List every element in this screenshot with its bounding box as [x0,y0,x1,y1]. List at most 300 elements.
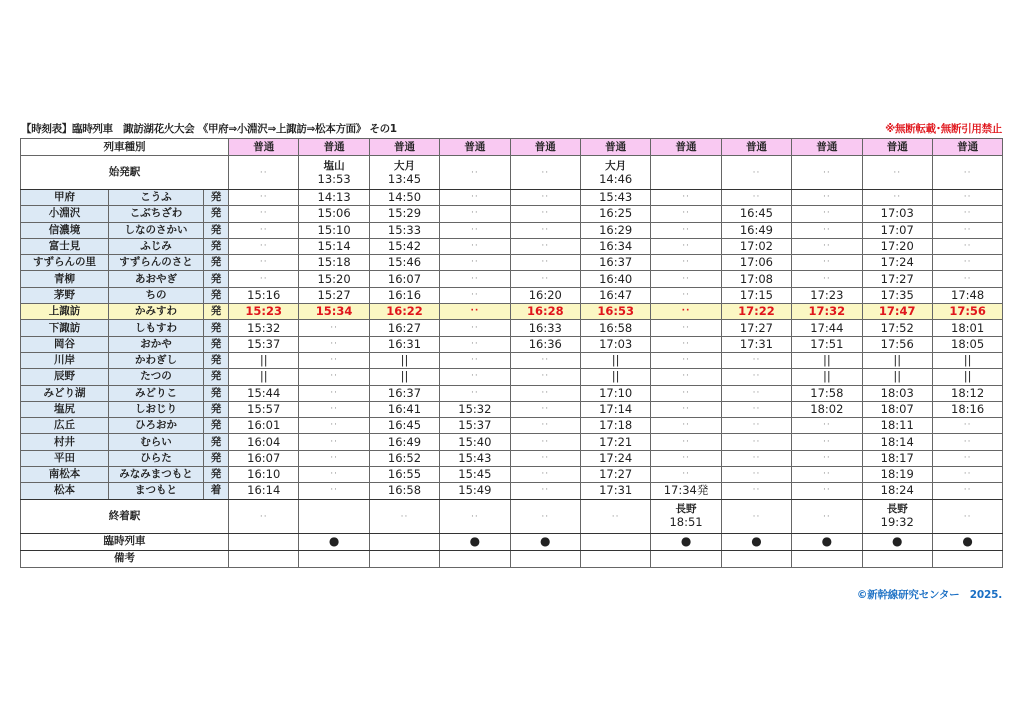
time-cell: 17:10 [580,385,650,401]
dep-arr-mark: 発 [204,238,229,254]
time-cell: 17:20 [862,238,932,254]
time-cell: ·· [229,206,299,222]
time-cell: 15:33 [369,222,439,238]
time-cell: ·· [792,206,862,222]
station-kana: むらい [109,434,204,450]
time-cell: 18:12 [932,385,1002,401]
train-type: 普通 [229,139,299,156]
station-row [21,238,1003,254]
time-cell: ·· [510,467,580,483]
terminal-cell [229,499,299,533]
time-cell: 18:11 [862,418,932,434]
station-name: 川岸 [21,352,109,368]
time-cell: ·· [651,271,721,287]
time-cell: || [580,369,650,385]
time-cell: || [229,369,299,385]
copyright: ©新幹線研究センター 2025. [856,589,1002,601]
time-cell: 17:08 [721,271,791,287]
time-cell: 17:27 [580,467,650,483]
station-name: 松本 [21,483,109,499]
timetable [20,138,1003,568]
origin-cell [229,156,299,190]
station-row [21,385,1003,401]
station-row [21,483,1003,499]
time-cell: ·· [932,190,1002,206]
station-row [21,336,1003,352]
time-cell: ·· [721,401,791,417]
remarks-cell [229,550,299,567]
station-row [21,206,1003,222]
time-cell: ·· [299,369,369,385]
rinji-marker: ● [440,533,510,550]
station-kana: みなみまつもと [109,467,204,483]
time-cell: 16:53 [580,304,650,320]
time-cell: ·· [721,352,791,368]
page-title: 【時刻表】臨時列車 諏訪湖花火大会 《甲府⇒小淵沢⇒上諏訪⇒松本方面》 その1 [21,123,397,135]
station-kana: ちの [109,287,204,303]
time-cell: 15:43 [580,190,650,206]
remarks-cell [792,550,862,567]
time-cell: 16:20 [510,287,580,303]
station-row [21,467,1003,483]
time-cell: 17:22 [721,304,791,320]
time-cell: ·· [440,271,510,287]
time-cell: 17:32 [792,304,862,320]
station-row [21,304,1003,320]
time-cell: ·· [792,434,862,450]
time: 18:51 [669,515,703,530]
time-cell: ·· [510,206,580,222]
train-type-label: 列車種別 [21,139,229,156]
station-name: 信濃境 [21,222,109,238]
station-name: 甲府 [21,190,109,206]
time-cell: 16:45 [369,418,439,434]
time-cell: ·· [229,222,299,238]
time-cell: 17:31 [580,483,650,499]
time: ·· [541,168,550,178]
time-cell: 16:16 [369,287,439,303]
time-cell: 17:15 [721,287,791,303]
station-row [21,320,1003,336]
origin-cell [580,156,650,190]
station-name: 青柳 [21,271,109,287]
time-cell: 18:01 [932,320,1002,336]
time-cell: 16:31 [369,336,439,352]
station-name: 南松本 [21,467,109,483]
station-name: 長野 [675,503,697,516]
station-row [21,369,1003,385]
time-cell: ·· [651,206,721,222]
time-cell: ·· [299,434,369,450]
time-cell: ·· [721,385,791,401]
time-cell: ·· [651,304,721,320]
terminal-label: 終着駅 [21,499,229,533]
time-cell: ·· [229,271,299,287]
time-cell: 17:03 [580,336,650,352]
time-cell: ·· [299,352,369,368]
time-cell: ·· [651,418,721,434]
time: ·· [259,511,268,522]
time-cell: ·· [440,287,510,303]
station-row [21,401,1003,417]
station-name: 茅野 [21,287,109,303]
time-cell: 15:46 [369,255,439,271]
time-cell: ·· [229,190,299,206]
time-cell: 17:21 [580,434,650,450]
time-cell: 16:01 [229,418,299,434]
time: 13:45 [387,171,422,186]
time-cell: ·· [510,385,580,401]
time: ·· [752,168,761,178]
time-cell: ·· [299,483,369,499]
terminal-row [21,499,1003,533]
time-cell: ·· [721,434,791,450]
time-cell: ·· [510,369,580,385]
time-cell: ·· [440,352,510,368]
time-cell: 17:48 [932,287,1002,303]
time-cell: 16:52 [369,450,439,466]
time-cell: || [580,352,650,368]
time-cell: 16:47 [580,287,650,303]
time-cell: 17:24 [580,450,650,466]
time-cell: 16:58 [580,320,650,336]
dep-arr-mark: 発 [204,190,229,206]
time-cell: 17:03 [862,206,932,222]
time: ·· [471,511,479,522]
dep-arr-mark: 発 [204,352,229,368]
time-cell: ·· [299,467,369,483]
time-cell: ·· [651,369,721,385]
time-cell: 17:56 [862,336,932,352]
dep-arr-mark: 発 [204,255,229,271]
rinji-marker: ● [721,533,791,550]
time-cell: ·· [792,450,862,466]
station-name: 広丘 [21,418,109,434]
time-cell: ·· [721,450,791,466]
train-type: 普通 [792,139,862,156]
station-row [21,352,1003,368]
time-cell: || [369,352,439,368]
station-kana: まつもと [109,483,204,499]
terminal-cell [651,499,721,533]
time-cell: ·· [510,190,580,206]
time-cell: 15:18 [299,255,369,271]
time-cell: ·· [721,418,791,434]
train-type: 普通 [299,139,369,156]
time: 14:46 [599,171,633,186]
time-cell: 16:34 [580,238,650,254]
time-cell: ·· [510,483,580,499]
time-cell: 15:32 [229,320,299,336]
origin-label: 始発駅 [21,156,229,190]
station-name: 大月 [605,159,627,172]
time-cell: 15:49 [440,483,510,499]
time-cell: 16:29 [580,222,650,238]
time-cell: 18:03 [862,385,932,401]
time-cell: || [792,369,862,385]
time-cell: ·· [440,320,510,336]
time-cell: ·· [299,320,369,336]
time-cell: ·· [651,287,721,303]
time: ·· [963,168,972,178]
dep-arr-mark: 発 [204,304,229,320]
station-row [21,418,1003,434]
station-kana: かわぎし [109,352,204,368]
time-cell: ·· [651,222,721,238]
time-cell: 17:58 [792,385,862,401]
remarks-label: 備考 [21,550,229,567]
station-row [21,190,1003,206]
rinji-marker [369,533,439,550]
time-cell: 16:04 [229,434,299,450]
station-name: 小淵沢 [21,206,109,222]
terminal-cell [580,499,650,533]
station-row [21,434,1003,450]
time-cell: 17:07 [862,222,932,238]
time-cell: 16:40 [580,271,650,287]
rinji-marker: ● [932,533,1002,550]
rinji-marker: ● [299,533,369,550]
time-cell: ·· [440,222,510,238]
station-kana: すずらんのさと [109,255,204,271]
time-cell: ·· [651,190,721,206]
station-row [21,450,1003,466]
origin-cell [721,156,791,190]
station-kana: かみすわ [109,304,204,320]
origin-row [21,156,1003,190]
time-cell: ·· [721,190,791,206]
station-kana: こうふ [109,190,204,206]
time-cell: ·· [510,238,580,254]
time-cell: || [932,369,1002,385]
time-cell: ·· [651,238,721,254]
time-cell: ·· [932,271,1002,287]
time-cell: ·· [651,255,721,271]
time-cell: ·· [792,483,862,499]
origin-cell [862,156,932,190]
time-cell: 18:24 [862,483,932,499]
time-cell: ·· [651,320,721,336]
rinji-marker [580,533,650,550]
time: ·· [611,511,620,522]
time-cell: 17:51 [792,336,862,352]
origin-cell [510,156,580,190]
time-cell: 18:19 [862,467,932,483]
terminal-cell [440,499,510,533]
time-cell: ·· [792,222,862,238]
station-name: 村井 [21,434,109,450]
station-kana: しなのさかい [109,222,204,238]
origin-cell [299,156,369,190]
origin-cell [369,156,439,190]
time-cell: 16:49 [369,434,439,450]
time-cell: 17:47 [862,304,932,320]
time-cell: ·· [932,467,1002,483]
time-cell: 16:22 [369,304,439,320]
dep-arr-mark: 発 [204,401,229,417]
station-kana: しもすわ [109,320,204,336]
dep-arr-mark: 発 [204,467,229,483]
train-type: 普通 [862,139,932,156]
train-type: 普通 [510,139,580,156]
dep-arr-mark: 発 [204,385,229,401]
origin-cell [440,156,510,190]
time-cell: 15:40 [440,434,510,450]
time-cell: ·· [721,467,791,483]
time-cell: 15:34 [299,304,369,320]
time-cell: ·· [651,385,721,401]
time-cell: 17:27 [862,271,932,287]
time-cell: 17:35 [862,287,932,303]
time-cell: ·· [792,190,862,206]
station-kana: あおやぎ [109,271,204,287]
time-cell: 15:20 [299,271,369,287]
time-cell: ·· [299,336,369,352]
time-cell: 16:10 [229,467,299,483]
station-name: 大月 [393,159,415,172]
time-cell: ·· [440,255,510,271]
time-cell: ·· [932,418,1002,434]
time-cell: ·· [299,418,369,434]
time-cell: 18:16 [932,401,1002,417]
dep-arr-mark: 着 [204,483,229,499]
time-cell: 17:14 [580,401,650,417]
time: ·· [822,511,831,522]
station-kana: みどりこ [109,385,204,401]
rinji-marker: ● [651,533,721,550]
time-cell: || [932,352,1002,368]
time-cell: 18:05 [932,336,1002,352]
station-name: 塩山 [323,159,345,172]
rinji-marker: ● [510,533,580,550]
time-cell: ·· [792,255,862,271]
origin-cell [651,156,721,190]
time-cell: ·· [440,190,510,206]
time-cell: 15:44 [229,385,299,401]
terminal-cell [369,499,439,533]
time: ·· [822,168,831,178]
time-cell: ·· [792,418,862,434]
station-name: 上諏訪 [21,304,109,320]
time-cell: ·· [510,418,580,434]
time-cell: 15:37 [229,336,299,352]
rinji-marker: ● [792,533,862,550]
time-cell: || [862,369,932,385]
station-name: 長野 [886,503,908,516]
station-name: 富士見 [21,238,109,254]
time: ·· [893,168,902,178]
time-cell: 16:25 [580,206,650,222]
time-cell: 16:37 [369,385,439,401]
train-type: 普通 [580,139,650,156]
time-cell: 15:06 [299,206,369,222]
time-cell: ·· [651,467,721,483]
station-name: 辰野 [21,369,109,385]
time-cell: 14:50 [369,190,439,206]
time-cell: ·· [651,352,721,368]
time-cell: ·· [651,401,721,417]
train-type: 普通 [369,139,439,156]
time-cell: ·· [299,450,369,466]
header-row [21,139,1003,156]
time-cell: 16:49 [721,222,791,238]
time: ·· [752,511,761,522]
time-cell: ·· [440,304,510,320]
time-cell: 15:29 [369,206,439,222]
time-cell: ·· [932,206,1002,222]
time-cell: 16:41 [369,401,439,417]
time-cell: ·· [862,190,932,206]
dep-arr-mark: 発 [204,206,229,222]
origin-cell [932,156,1002,190]
dep-arr-mark: 発 [204,271,229,287]
time-cell: 15:14 [299,238,369,254]
station-kana: ひろおか [109,418,204,434]
dep-arr-mark: 発 [204,418,229,434]
station-row [21,287,1003,303]
remarks-cell [440,550,510,567]
time-cell: ·· [792,238,862,254]
remarks-cell [862,550,932,567]
time-cell: || [369,369,439,385]
time-cell: ·· [721,483,791,499]
dep-arr-mark: 発 [204,450,229,466]
dep-arr-mark: 発 [204,336,229,352]
station-kana: しおじり [109,401,204,417]
terminal-cell [862,499,932,533]
time-cell: || [229,352,299,368]
time-cell: ·· [651,450,721,466]
time-cell: ·· [510,271,580,287]
station-name: 平田 [21,450,109,466]
dep-arr-mark: 発 [204,320,229,336]
train-type: 普通 [721,139,791,156]
time-cell: 16:37 [580,255,650,271]
time-cell: ·· [932,483,1002,499]
time-cell: 17:56 [932,304,1002,320]
time-cell: 18:07 [862,401,932,417]
origin-cell [792,156,862,190]
time-cell: 16:55 [369,467,439,483]
time: 19:32 [880,515,914,530]
time-cell: 17:24 [862,255,932,271]
rinji-label: 臨時列車 [21,533,229,550]
time-cell: 16:33 [510,320,580,336]
remarks-cell [299,550,369,567]
time-cell: 18:02 [792,401,862,417]
remarks-cell [510,550,580,567]
time-cell: ·· [932,222,1002,238]
station-name: 塩尻 [21,401,109,417]
terminal-cell [792,499,862,533]
time-cell: 15:27 [299,287,369,303]
time-cell: 16:28 [510,304,580,320]
dep-arr-mark: 発 [204,434,229,450]
remarks-cell [932,550,1002,567]
terminal-cell [721,499,791,533]
station-kana: こぶちざわ [109,206,204,222]
time-cell: ·· [510,255,580,271]
rinji-row [21,533,1003,550]
train-type: 普通 [651,139,721,156]
time-cell: ·· [440,206,510,222]
time-cell: 17:02 [721,238,791,254]
time: ·· [541,511,550,522]
time-cell: 15:57 [229,401,299,417]
time-cell: ·· [510,450,580,466]
remarks-cell [369,550,439,567]
time-cell: 15:42 [369,238,439,254]
